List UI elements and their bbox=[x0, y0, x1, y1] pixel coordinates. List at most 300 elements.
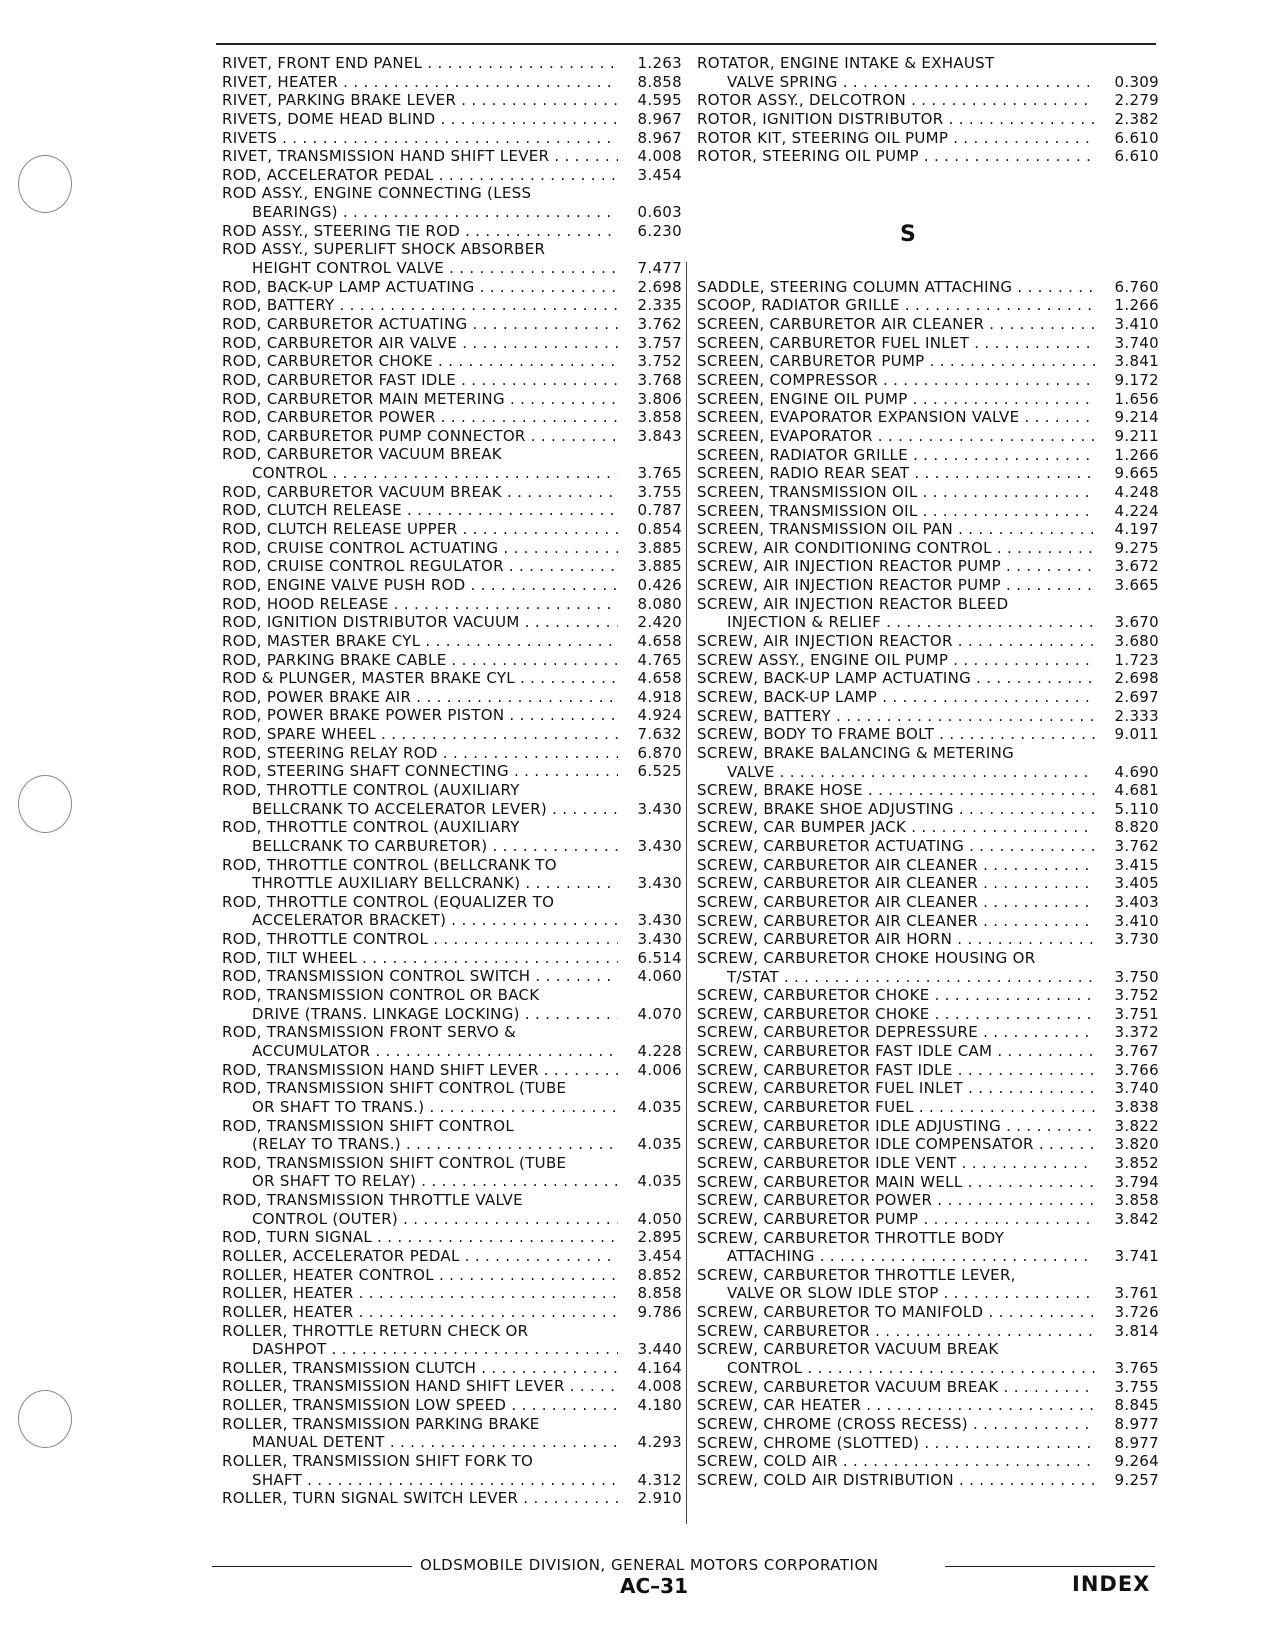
entry-title: SCREW, AIR INJECTION REACTOR PUMP . . . bbox=[697, 576, 1095, 595]
entry-title: SCREW, CHROME (CROSS RECESS) . . . bbox=[697, 1415, 1095, 1434]
entry-page-ref: 4.035 bbox=[637, 1097, 682, 1116]
index-entry bbox=[697, 837, 1159, 856]
entry-page-ref: 1.263 bbox=[637, 54, 682, 72]
index-entry bbox=[222, 184, 682, 203]
entry-page-ref: 4.293 bbox=[637, 1433, 682, 1452]
entry-page-ref: 3.755 bbox=[1114, 1377, 1159, 1396]
entry-title: SCREW, CARBURETOR AIR CLEANER . . . bbox=[697, 893, 1095, 912]
entry-page-ref: 2.335 bbox=[637, 296, 682, 315]
index-entry bbox=[697, 1079, 1159, 1098]
entry-page-ref: 4.060 bbox=[637, 967, 682, 986]
entry-title: SCREW, BRAKE SHOE ADJUSTING . . . bbox=[697, 800, 1095, 819]
entry-title: ROD & PLUNGER, MASTER BRAKE CYL . . . bbox=[222, 669, 618, 688]
entry-page-ref: 4.008 bbox=[637, 147, 682, 166]
entry-page-ref: 0.426 bbox=[637, 575, 682, 594]
entry-page-ref: 3.750 bbox=[1114, 967, 1159, 986]
entry-page-ref: 3.755 bbox=[637, 482, 682, 501]
entry-page-ref: 0.854 bbox=[637, 520, 682, 539]
entry-title: RIVETS, DOME HEAD BLIND . . . bbox=[222, 110, 618, 129]
index-entry bbox=[697, 576, 1159, 595]
entry-page-ref: 6.870 bbox=[637, 743, 682, 762]
index-entry bbox=[222, 1117, 682, 1136]
entry-page-ref: 0.603 bbox=[637, 203, 682, 222]
index-entry bbox=[222, 1172, 682, 1191]
entry-page-ref: 6.760 bbox=[1114, 277, 1159, 296]
entry-title: SCREW, BRAKE BALANCING & METERING bbox=[697, 743, 1015, 762]
entry-title: ROD, IGNITION DISTRIBUTOR VACUUM . . . bbox=[222, 613, 618, 632]
entry-title: ROD, CLUTCH RELEASE UPPER . . . bbox=[222, 520, 618, 539]
entry-page-ref: 1.266 bbox=[1114, 296, 1159, 315]
entry-page-ref: 3.885 bbox=[637, 557, 682, 576]
entry-page-ref: 1.656 bbox=[1114, 389, 1159, 408]
entry-title: BELLCRANK TO ACCELERATOR LEVER) . . . bbox=[252, 800, 618, 819]
entry-page-ref: 8.852 bbox=[637, 1265, 682, 1284]
entry-page-ref: 3.885 bbox=[637, 538, 682, 557]
entry-page-ref: 6.514 bbox=[637, 948, 682, 967]
entry-title: SCREEN, RADIO REAR SEAT . . . bbox=[697, 464, 1095, 483]
index-entry bbox=[222, 166, 682, 185]
entry-title: SCREEN, COMPRESSOR . . . bbox=[697, 371, 1095, 390]
entry-page-ref: 8.977 bbox=[1114, 1414, 1159, 1433]
entry-page-ref: 3.762 bbox=[637, 314, 682, 333]
entry-title: ROD, TRANSMISSION HAND SHIFT LEVER . . . bbox=[222, 1061, 618, 1080]
entry-title: ROD, PARKING BRAKE CABLE . . . bbox=[222, 651, 618, 670]
entry-title: SCREEN, TRANSMISSION OIL PAN . . . bbox=[697, 520, 1095, 539]
index-entry bbox=[222, 744, 682, 763]
entry-title: ROD, TRANSMISSION THROTTLE VALVE bbox=[222, 1191, 523, 1210]
entry-title: SCREW, CARBURETOR FAST IDLE CAM . . . bbox=[697, 1042, 1095, 1061]
footer-publisher: OLDSMOBILE DIVISION, GENERAL MOTORS CORPORATION bbox=[420, 1556, 879, 1574]
entry-page-ref: 3.665 bbox=[1114, 576, 1159, 595]
entry-page-ref: 4.035 bbox=[637, 1172, 682, 1191]
entry-title: CONTROL . . . bbox=[727, 1359, 1095, 1378]
entry-page-ref: 4.658 bbox=[637, 631, 682, 650]
entry-title: SCREEN, CARBURETOR FUEL INLET . . . bbox=[697, 334, 1095, 353]
index-entry bbox=[222, 315, 682, 334]
entry-page-ref: 3.768 bbox=[637, 370, 682, 389]
index-entry bbox=[697, 893, 1159, 912]
entry-title: SCREW, CARBURETOR MAIN WELL . . . bbox=[697, 1173, 1095, 1192]
entry-page-ref: 3.430 bbox=[637, 836, 682, 855]
entry-page-ref: 3.761 bbox=[1114, 1284, 1159, 1303]
entry-title: HEIGHT CONTROL VALVE . . . bbox=[252, 259, 618, 278]
index-entry bbox=[697, 1061, 1159, 1080]
entry-page-ref: 4.690 bbox=[1114, 762, 1159, 781]
index-entry bbox=[222, 967, 682, 986]
index-entry bbox=[222, 1023, 682, 1042]
entry-title: MANUAL DETENT . . . bbox=[252, 1433, 618, 1452]
section-spacer bbox=[697, 166, 1159, 278]
entry-title: SCREW, CARBURETOR DEPRESSURE . . . bbox=[697, 1023, 1095, 1042]
entry-title: ROD, TRANSMISSION CONTROL OR BACK bbox=[222, 986, 540, 1005]
entry-page-ref: 2.333 bbox=[1114, 706, 1159, 725]
entry-page-ref: 2.698 bbox=[637, 277, 682, 296]
index-entry bbox=[222, 1061, 682, 1080]
entry-page-ref: 1.723 bbox=[1114, 650, 1159, 669]
entry-page-ref: 2.895 bbox=[637, 1228, 682, 1247]
index-entry bbox=[697, 1098, 1159, 1117]
entry-title: ROD, ACCELERATOR PEDAL . . . bbox=[222, 166, 618, 185]
index-entry bbox=[697, 1303, 1159, 1322]
entry-title: ROTOR, STEERING OIL PUMP . . . bbox=[697, 147, 1095, 166]
entry-title: SADDLE, STEERING COLUMN ATTACHING . . . bbox=[697, 278, 1095, 297]
index-entry bbox=[222, 1210, 682, 1229]
entry-title: SCREEN, EVAPORATOR . . . bbox=[697, 427, 1095, 446]
entry-page-ref: 3.740 bbox=[1114, 333, 1159, 352]
index-entry bbox=[697, 1378, 1159, 1397]
index-entry bbox=[222, 1098, 682, 1117]
entry-page-ref: 3.752 bbox=[637, 352, 682, 371]
index-entry bbox=[697, 1434, 1159, 1453]
entry-title: SCREW, BODY TO FRAME BOLT . . . bbox=[697, 725, 1095, 744]
index-entry bbox=[222, 1079, 682, 1098]
entry-page-ref: 8.967 bbox=[637, 109, 682, 128]
entry-title: ROD, STEERING SHAFT CONNECTING . . . bbox=[222, 762, 618, 781]
index-entry bbox=[697, 427, 1159, 446]
index-entry bbox=[697, 1191, 1159, 1210]
entry-page-ref: 4.050 bbox=[637, 1209, 682, 1228]
entry-title: SCREEN, ENGINE OIL PUMP . . . bbox=[697, 390, 1095, 409]
binder-hole-bottom bbox=[18, 1390, 72, 1448]
index-entry bbox=[222, 278, 682, 297]
index-entry bbox=[697, 1154, 1159, 1173]
entry-title: ROD, ENGINE VALVE PUSH ROD . . . bbox=[222, 576, 618, 595]
index-entry bbox=[222, 110, 682, 129]
entry-title: SCREW, CARBURETOR ACTUATING . . . bbox=[697, 837, 1095, 856]
entry-page-ref: 3.822 bbox=[1114, 1116, 1159, 1135]
index-entry bbox=[697, 651, 1159, 670]
entry-page-ref: 3.765 bbox=[1114, 1359, 1159, 1377]
binder-hole-top bbox=[18, 155, 72, 213]
index-entry bbox=[222, 1266, 682, 1285]
entry-title: SCREW, BACK-UP LAMP ACTUATING . . . bbox=[697, 669, 1095, 688]
entry-title: OR SHAFT TO TRANS.) . . . bbox=[252, 1098, 618, 1117]
entry-title: RIVETS . . . bbox=[222, 129, 618, 148]
index-entry bbox=[697, 1117, 1159, 1136]
index-entry bbox=[697, 502, 1159, 521]
index-entry bbox=[697, 707, 1159, 726]
entry-title: ROD, SPARE WHEEL . . . bbox=[222, 725, 618, 744]
entry-title: ROD, CARBURETOR MAIN METERING . . . bbox=[222, 390, 618, 409]
entry-title: ROD, TRANSMISSION CONTROL SWITCH . . . bbox=[222, 967, 618, 986]
index-entry bbox=[222, 1154, 682, 1173]
entry-title: SCREW, CARBURETOR AIR CLEANER . . . bbox=[697, 874, 1095, 893]
index-entry bbox=[697, 930, 1159, 949]
entry-page-ref: 6.525 bbox=[637, 762, 682, 781]
index-entry bbox=[222, 296, 682, 315]
entry-page-ref: 3.842 bbox=[1114, 1209, 1159, 1228]
index-entry bbox=[222, 1377, 682, 1396]
entry-title: SCREW, CARBURETOR AIR CLEANER . . . bbox=[697, 856, 1095, 875]
entry-page-ref: 9.214 bbox=[1114, 408, 1159, 427]
index-entry bbox=[697, 446, 1159, 465]
entry-page-ref: 3.858 bbox=[1114, 1191, 1159, 1210]
entry-page-ref: 3.767 bbox=[1114, 1042, 1159, 1061]
entry-title: SCREW, CARBURETOR IDLE ADJUSTING . . . bbox=[697, 1117, 1095, 1136]
entry-title: SCREW, AIR INJECTION REACTOR PUMP . . . bbox=[697, 557, 1095, 576]
entry-page-ref: 6.610 bbox=[1114, 147, 1159, 166]
entry-page-ref: 4.070 bbox=[637, 1004, 682, 1023]
index-entry bbox=[222, 464, 682, 483]
entry-page-ref: 4.681 bbox=[1114, 781, 1159, 800]
index-entry bbox=[222, 427, 682, 446]
index-entry bbox=[222, 613, 682, 632]
entry-page-ref: 3.741 bbox=[1114, 1247, 1159, 1266]
index-entry bbox=[697, 949, 1159, 968]
index-entry bbox=[697, 1322, 1159, 1341]
entry-title: SCREEN, TRANSMISSION OIL . . . bbox=[697, 483, 1095, 502]
entry-title: ROD, CLUTCH RELEASE . . . bbox=[222, 501, 618, 520]
index-entry bbox=[697, 632, 1159, 651]
index-entry bbox=[222, 222, 682, 241]
entry-title: SCREW, CARBURETOR AIR CLEANER . . . bbox=[697, 912, 1095, 931]
entry-page-ref: 3.757 bbox=[637, 333, 682, 352]
entry-page-ref: 0.309 bbox=[1114, 72, 1159, 91]
index-entry bbox=[222, 930, 682, 949]
entry-page-ref: 3.843 bbox=[637, 426, 682, 445]
entry-title: ROLLER, HEATER . . . bbox=[222, 1284, 618, 1303]
entry-title: SCREW, BACK-UP LAMP . . . bbox=[697, 688, 1095, 707]
entry-title: SCREW, CARBURETOR FUEL INLET . . . bbox=[697, 1079, 1095, 1098]
entry-page-ref: 3.740 bbox=[1114, 1079, 1159, 1098]
binder-hole-middle bbox=[18, 775, 72, 833]
page-number: AC–31 bbox=[620, 1574, 688, 1598]
entry-title: DASHPOT . . . bbox=[252, 1340, 618, 1359]
index-entry bbox=[222, 1452, 682, 1471]
entry-title: ROTOR KIT, STEERING OIL PUMP . . . bbox=[697, 129, 1095, 148]
entry-page-ref: 9.275 bbox=[1114, 538, 1159, 557]
index-entry bbox=[222, 371, 682, 390]
index-entry bbox=[697, 669, 1159, 688]
index-entry bbox=[222, 557, 682, 576]
entry-page-ref: 3.766 bbox=[1114, 1060, 1159, 1079]
entry-page-ref: 3.454 bbox=[637, 165, 682, 184]
entry-title: ROD, THROTTLE CONTROL (EQUALIZER TO bbox=[222, 892, 555, 911]
index-entry bbox=[222, 203, 682, 222]
entry-page-ref: 3.858 bbox=[637, 408, 682, 427]
entry-page-ref: 2.420 bbox=[637, 613, 682, 632]
entry-title: ROLLER, TURN SIGNAL SWITCH LEVER . . . bbox=[222, 1489, 618, 1508]
entry-title: SCREW, CARBURETOR FUEL . . . bbox=[697, 1098, 1095, 1117]
entry-title: VALVE . . . bbox=[727, 763, 1095, 782]
index-entry bbox=[697, 91, 1159, 110]
index-entry bbox=[222, 1135, 682, 1154]
entry-page-ref: 3.410 bbox=[1114, 315, 1159, 334]
entry-page-ref: 8.858 bbox=[637, 1284, 682, 1303]
index-entry bbox=[697, 1396, 1159, 1415]
index-entry bbox=[222, 986, 682, 1005]
entry-page-ref: 3.410 bbox=[1114, 911, 1159, 930]
entry-page-ref: 7.477 bbox=[637, 259, 682, 278]
index-entry bbox=[222, 408, 682, 427]
entry-page-ref: 9.172 bbox=[1114, 371, 1159, 390]
entry-page-ref: 3.806 bbox=[637, 389, 682, 408]
entry-title: ROD, THROTTLE CONTROL (BELLCRANK TO bbox=[222, 855, 557, 874]
entry-page-ref: 8.080 bbox=[637, 594, 682, 613]
entry-page-ref: 6.230 bbox=[637, 221, 682, 240]
entry-title: SCREW, CARBURETOR FAST IDLE . . . bbox=[697, 1061, 1095, 1080]
index-entry bbox=[697, 1173, 1159, 1192]
index-entry bbox=[697, 744, 1159, 763]
entry-page-ref: 3.680 bbox=[1114, 632, 1159, 651]
index-entry bbox=[697, 54, 1159, 73]
index-entry bbox=[697, 464, 1159, 483]
index-entry bbox=[222, 725, 682, 744]
index-entry bbox=[222, 837, 682, 856]
entry-title: ROD, CARBURETOR CHOKE . . . bbox=[222, 352, 618, 371]
entry-page-ref: 3.415 bbox=[1114, 855, 1159, 874]
entry-title: SCREW, CARBURETOR CHOKE . . . bbox=[697, 1005, 1095, 1024]
index-entry bbox=[222, 91, 682, 110]
entry-title: THROTTLE AUXILIARY BELLCRANK) . . . bbox=[252, 874, 618, 893]
entry-page-ref: 3.405 bbox=[1114, 874, 1159, 893]
index-entry bbox=[222, 1396, 682, 1415]
entry-page-ref: 4.595 bbox=[637, 91, 682, 110]
index-entry bbox=[697, 520, 1159, 539]
entry-page-ref: 9.257 bbox=[1114, 1470, 1159, 1489]
index-entry bbox=[697, 334, 1159, 353]
index-column-left bbox=[222, 54, 682, 1508]
entry-page-ref: 0.787 bbox=[637, 501, 682, 520]
index-entry bbox=[697, 613, 1159, 632]
index-entry bbox=[697, 557, 1159, 576]
entry-title: ACCELERATOR BRACKET) . . . bbox=[252, 911, 618, 930]
index-entry bbox=[697, 1452, 1159, 1471]
index-entry bbox=[222, 54, 682, 73]
entry-title: SCREEN, EVAPORATOR EXPANSION VALVE . . . bbox=[697, 408, 1095, 427]
entry-title: ROLLER, ACCELERATOR PEDAL . . . bbox=[222, 1247, 618, 1266]
entry-page-ref: 3.672 bbox=[1114, 557, 1159, 576]
index-entry bbox=[222, 1247, 682, 1266]
entry-title: ROD, TRANSMISSION SHIFT CONTROL (TUBE bbox=[222, 1153, 567, 1172]
entry-title: SCREW, CARBURETOR . . . bbox=[697, 1322, 1095, 1341]
entry-page-ref: 5.110 bbox=[1114, 799, 1159, 818]
index-entry bbox=[697, 986, 1159, 1005]
entry-page-ref: 8.977 bbox=[1114, 1433, 1159, 1452]
entry-title: SCREEN, TRANSMISSION OIL . . . bbox=[697, 502, 1095, 521]
index-entry bbox=[222, 445, 682, 464]
index-entry bbox=[222, 501, 682, 520]
column-divider bbox=[686, 262, 687, 1524]
index-entry bbox=[222, 390, 682, 409]
entry-title: ROD, CRUISE CONTROL REGULATOR . . . bbox=[222, 557, 618, 576]
entry-page-ref: 3.730 bbox=[1114, 930, 1159, 949]
entry-title: ROLLER, TRANSMISSION LOW SPEED . . . bbox=[222, 1396, 618, 1415]
entry-title: ROD, THROTTLE CONTROL (AUXILIARY bbox=[222, 780, 520, 799]
entry-page-ref: 3.794 bbox=[1114, 1172, 1159, 1191]
index-entry bbox=[697, 1471, 1159, 1490]
entry-title: ROD ASSY., SUPERLIFT SHOCK ABSORBER bbox=[222, 240, 546, 259]
entry-title: ROD, BATTERY . . . bbox=[222, 296, 618, 315]
index-entry bbox=[222, 1191, 682, 1210]
entry-title: ROD, POWER BRAKE POWER PISTON . . . bbox=[222, 706, 618, 725]
index-entry bbox=[697, 1359, 1159, 1378]
entry-title: SCREW, BATTERY . . . bbox=[697, 707, 1095, 726]
index-group-s bbox=[697, 278, 1159, 1490]
index-entry bbox=[222, 520, 682, 539]
index-entry bbox=[697, 781, 1159, 800]
footer-rule-right bbox=[945, 1566, 1155, 1567]
entry-page-ref: 4.228 bbox=[637, 1041, 682, 1060]
index-entry bbox=[222, 147, 682, 166]
entry-title: ROD, BACK-UP LAMP ACTUATING . . . bbox=[222, 278, 618, 297]
index-entry bbox=[697, 1042, 1159, 1061]
index-entry bbox=[222, 1433, 682, 1452]
entry-title: BELLCRANK TO CARBURETOR) . . . bbox=[252, 837, 618, 856]
entry-title: SCREEN, RADIATOR GRILLE . . . bbox=[697, 446, 1095, 465]
entry-page-ref: 1.266 bbox=[1114, 445, 1159, 464]
index-entry bbox=[697, 1229, 1159, 1248]
index-entry bbox=[697, 1005, 1159, 1024]
entry-page-ref: 7.632 bbox=[637, 725, 682, 744]
entry-title: SCREW, CARBURETOR AIR HORN . . . bbox=[697, 930, 1095, 949]
entry-title: SCREW, CARBURETOR THROTTLE BODY bbox=[697, 1228, 1005, 1247]
index-entry bbox=[697, 912, 1159, 931]
entry-page-ref: 8.845 bbox=[1114, 1396, 1159, 1415]
entry-title: VALVE OR SLOW IDLE STOP . . . bbox=[727, 1284, 1095, 1303]
entry-page-ref: 4.918 bbox=[637, 687, 682, 706]
index-entry bbox=[222, 1415, 682, 1434]
entry-title: RIVET, TRANSMISSION HAND SHIFT LEVER . . . bbox=[222, 147, 618, 166]
entry-title: SCREW, CARBURETOR CHOKE . . . bbox=[697, 986, 1095, 1005]
index-entry bbox=[222, 576, 682, 595]
entry-title: SHAFT . . . bbox=[252, 1471, 618, 1490]
index-entry bbox=[697, 968, 1159, 987]
index-entry bbox=[222, 874, 682, 893]
entry-title: SCREW, CHROME (SLOTTED) . . . bbox=[697, 1434, 1095, 1453]
entry-title: ROD, THROTTLE CONTROL . . . bbox=[222, 930, 618, 949]
index-entry bbox=[697, 371, 1159, 390]
entry-title: ROD ASSY., ENGINE CONNECTING (LESS bbox=[222, 184, 532, 203]
entry-page-ref: 3.454 bbox=[637, 1247, 682, 1265]
entry-title: SCREW, CARBURETOR CHOKE HOUSING OR bbox=[697, 948, 1036, 967]
index-entry bbox=[222, 334, 682, 353]
index-entry bbox=[222, 706, 682, 725]
entry-title: ROD, CARBURETOR PUMP CONNECTOR . . . bbox=[222, 427, 618, 446]
index-entry bbox=[222, 1042, 682, 1061]
entry-title: RIVET, HEATER . . . bbox=[222, 73, 618, 92]
index-entry bbox=[697, 818, 1159, 837]
index-entry bbox=[697, 352, 1159, 371]
entry-page-ref: 2.697 bbox=[1114, 687, 1159, 706]
entry-page-ref: 9.211 bbox=[1114, 426, 1159, 445]
entry-page-ref: 4.248 bbox=[1114, 482, 1159, 501]
entry-page-ref: 4.765 bbox=[637, 650, 682, 669]
index-entry bbox=[697, 483, 1159, 502]
entry-title: ROD, MASTER BRAKE CYL . . . bbox=[222, 632, 618, 651]
index-entry bbox=[222, 688, 682, 707]
entry-title: ROD, CARBURETOR VACUUM BREAK . . . bbox=[222, 483, 618, 502]
entry-title: ROD, TRANSMISSION SHIFT CONTROL bbox=[222, 1116, 514, 1135]
index-entry bbox=[697, 1023, 1159, 1042]
index-entry bbox=[697, 874, 1159, 893]
entry-page-ref: 4.658 bbox=[637, 669, 682, 688]
entry-title: INJECTION & RELIEF . . . bbox=[727, 613, 1095, 632]
entry-page-ref: 3.403 bbox=[1114, 892, 1159, 911]
entry-title: SCREW, CAR HEATER . . . bbox=[697, 1396, 1095, 1415]
index-entry bbox=[222, 762, 682, 781]
entry-title: SCREW, CARBURETOR PUMP . . . bbox=[697, 1210, 1095, 1229]
entry-title: ATTACHING . . . bbox=[727, 1247, 1095, 1266]
index-entry bbox=[697, 763, 1159, 782]
index-entry bbox=[222, 1303, 682, 1322]
entry-title: (RELAY TO TRANS.) . . . bbox=[252, 1135, 618, 1154]
index-entry bbox=[697, 296, 1159, 315]
entry-title: SCREW, CARBURETOR THROTTLE LEVER, bbox=[697, 1265, 1016, 1284]
entry-page-ref: 2.279 bbox=[1114, 91, 1159, 110]
entry-page-ref: 2.910 bbox=[637, 1489, 682, 1508]
entry-title: SCREW, COLD AIR DISTRIBUTION . . . bbox=[697, 1471, 1095, 1490]
